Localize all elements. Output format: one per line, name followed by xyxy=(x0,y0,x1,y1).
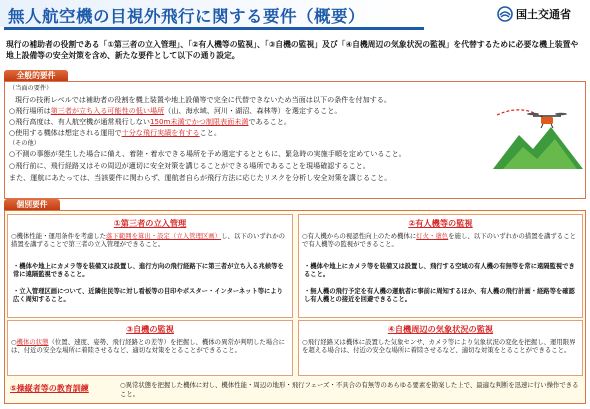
card-third-party-text-2: 以下のいずれかの措置を講ずることで第三者の立入管理ができること。 xyxy=(11,232,285,249)
logo-text: 国土交通省 xyxy=(516,8,571,21)
card-manned-aircraft-text-post: を施し、以下のいずれかの措置を講ずることで有人機等の監視ができること。 xyxy=(302,232,576,249)
card-third-party-title: ①第三者の立入管理 xyxy=(113,218,187,228)
card-manned-aircraft-note-1: ・機体や地上にカメラ等を装備又は設置し、飛行する空域の有人機の有無等を常に遠隔監視できること。 xyxy=(304,263,575,279)
general-bullet-1-pre: ○飛行場所は xyxy=(9,106,51,115)
card-manned-aircraft-title: ②有人機等の監視 xyxy=(408,218,473,228)
card-manned-aircraft xyxy=(298,214,583,318)
card-own-aircraft-title: ③自機の監視 xyxy=(126,324,174,334)
card-manned-aircraft-text xyxy=(302,232,581,249)
mlit-logo xyxy=(497,6,571,22)
card-third-party-text-em: 落下範囲を算出・設定（立入管理区画） xyxy=(106,232,222,240)
general-bullet-3 xyxy=(9,128,221,137)
mlit-logo-icon xyxy=(497,6,513,22)
mountain-icon xyxy=(493,127,583,169)
card-own-aircraft-text-post: （位置、速度、姿勢、飛行経路との差等）を把握し、機体の異常が判明した場合には、付近の安全な場所に着陸させるなど、適切な対策をとることができること。 xyxy=(11,338,285,355)
card-own-aircraft-text-em: 機体の状態 xyxy=(16,338,49,346)
general-bullet-3-em: 十分な飛行実績を有する xyxy=(121,128,200,137)
card-weather xyxy=(298,320,583,376)
card-weather-text: ○飛行経路又は機体に設置した気象センサ、カメラ等により気象状況の変化を把握し、運用限界を超える場合は、付近の安全な場所に着陸させるなど、適切な対策をとることができること。 xyxy=(302,338,576,355)
general-bullet-2-pre: ○飛行高度は、有人航空機が通常飛行しない xyxy=(9,117,150,126)
drone-icon xyxy=(527,113,567,128)
general-bullet-3-post: こと。 xyxy=(199,128,221,137)
training-label: ⑤操縦者等の教育訓練 xyxy=(10,384,89,393)
drone-illustration xyxy=(493,99,583,169)
intro-text: 現行の補助者の役割である「①第三者の立入管理」、「②有人機等の監視」、「③自機の監視」及び「④自機周辺の気象状況の監視」を代替するために必要な機上装置や地上設備等の安全対策を含め、新たな要件として以下の通り設定。 xyxy=(6,40,579,60)
card-third-party-text-post: し、 xyxy=(221,232,234,240)
card-third-party-text-pre: ○機体性能・運用条件を考慮した xyxy=(11,232,107,240)
card-third-party xyxy=(7,214,293,318)
general-bullet-2-post: であること。 xyxy=(248,117,292,126)
card-third-party-note-1: ・機体や地上にカメラ等を装備又は設置し、進行方向の飛行経路下に第三者が立ち入る兆候等を常に遠隔監視できること。 xyxy=(13,263,284,279)
card-weather-title: ④自機周辺の気象状況の監視 xyxy=(387,324,494,334)
general-sub-current: （当面の要件） xyxy=(9,85,53,92)
card-manned-aircraft-note-2: ・無人機の飛行予定を有人機の運航者に事前に周知するほか、有人機の飛行計画・経路等を確認し有人機との接近を回避できること。 xyxy=(304,288,575,304)
individual-tab: 個別要件 xyxy=(4,199,60,210)
card-own-aircraft xyxy=(7,320,293,376)
general-bullet-2 xyxy=(9,117,291,126)
general-bullet-2-em: 150m未満でかつ制限表面未満 xyxy=(149,117,249,126)
card-third-party-note-2: ・立入管理区画について、近隣住民等に対し看板等の目印やポスター・インターネット等により広く周知すること。 xyxy=(13,288,283,304)
general-bullet-1-em: 第三者が立ち入る可能性の低い場所 xyxy=(50,106,165,115)
card-manned-aircraft-text-pre: ○有人機からの視認性向上のため機体に xyxy=(302,232,417,240)
page-title: 無人航空機の目視外飛行に関する要件（概要） xyxy=(8,7,365,26)
general-bullet-5: ○飛行前に、飛行経路又はその周辺が適切に安全対策を講じることができる場所であることを現場確認すること。 xyxy=(9,161,370,170)
training-text: ○異常状態を把握した機体に対し、機体性能・周辺の地形・飛行フェーズ・不具合の有無等のあらゆる要素を勘案した上で、最適な判断を迅速に行い操作できること。 xyxy=(120,381,579,398)
general-bullet-1 xyxy=(9,106,342,115)
general-tab: 全般的要件 xyxy=(4,70,68,81)
card-own-aircraft-text-pre: ○ xyxy=(11,338,17,346)
title-bar xyxy=(0,0,590,27)
title-rule xyxy=(4,27,424,30)
general-bullet-1-post: （山、海水域、河川・湖沼、森林等）を選定すること。 xyxy=(164,106,342,115)
general-sub-other: （その他） xyxy=(9,140,40,147)
general-bullet-3-pre: ○使用する機体は想定される運用で xyxy=(9,128,122,137)
card-manned-aircraft-text-em: 灯火・塗色 xyxy=(416,232,449,240)
general-bullet-4: ○不測の事態が発生した場合に備え、着陸・着水できる場所を予め選定するとともに、緊急時の実施手順を定めていること。 xyxy=(9,149,406,158)
general-lead: 現行の技術レベルでは補助者の役割を機上装置や地上設備等で完全に代替できないため当面は以下の条件を付加する。 xyxy=(15,95,391,104)
card-own-aircraft-text xyxy=(11,338,291,355)
card-third-party-text xyxy=(11,232,291,249)
general-bullet-6: また、運航にあたっては、当該要件に関わらず、運航者自らが飛行方法に応じたリスクを分析し安全対策を講じること。 xyxy=(9,173,392,182)
